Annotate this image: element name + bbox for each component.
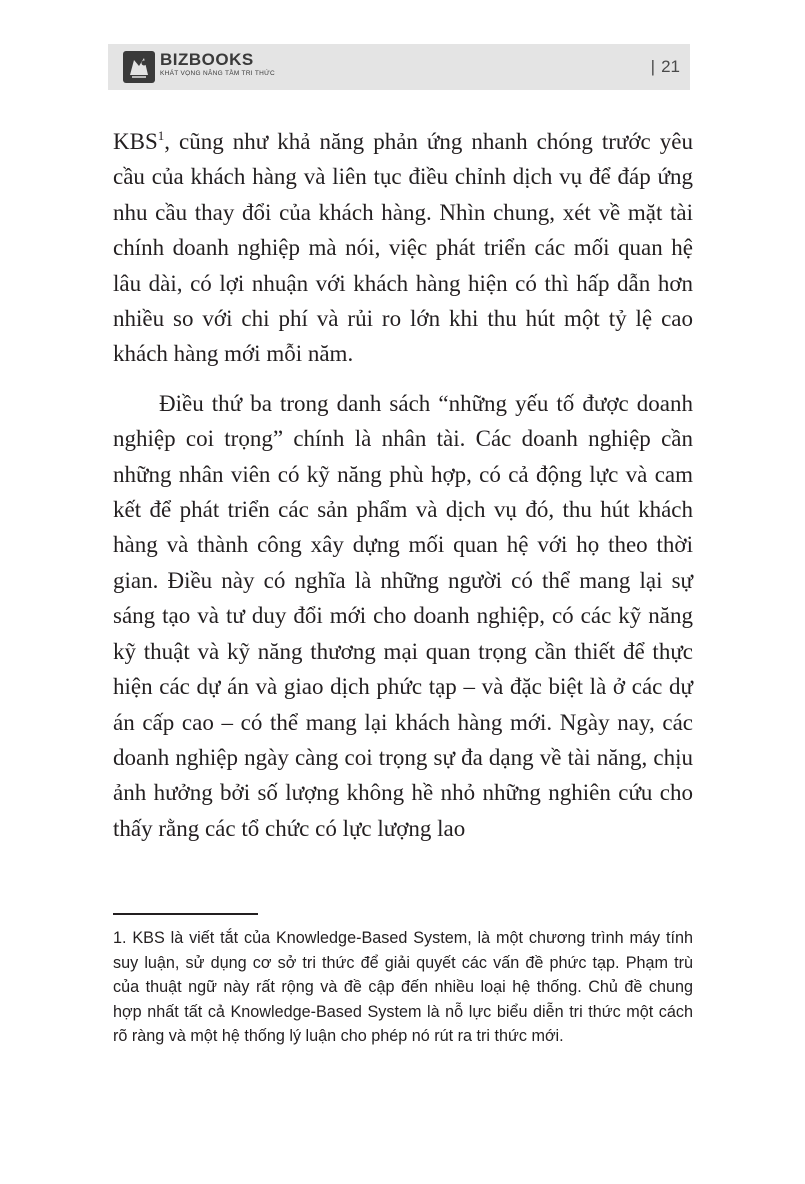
footnote-divider	[113, 913, 258, 915]
bizbooks-logo-icon	[122, 50, 156, 84]
paragraph-1-rest: , cũng như khả năng phản ứng nhanh chóng trước yêu cầu của khách hàng và liên tục điều chỉnh dịch vụ để đáp ứng nhu cầu thay đổi của khách hàng. Nhìn chung, xét về mặt tài chính doanh nghiệp mà nói, việc phát triển các mối quan hệ lâu dài, có lợi nhuận với khách hàng hiện có thì hấp dẫn hơn nhiều so với chi phí và rủi ro lớn khi thu hút một tỷ lệ cao khách hàng mới mỗi năm.	[113, 129, 693, 367]
paragraph-1-lead: KBS	[113, 129, 158, 154]
running-header	[108, 44, 690, 90]
paragraph-1	[113, 124, 693, 372]
page-number-separator: |	[650, 57, 656, 76]
page-number	[651, 56, 680, 78]
footnote-ref: 1	[157, 128, 165, 143]
footnote: 1. KBS là viết tắt của Knowledge-Based System, là một chương trình máy tính suy luận, sử dụng cơ sở tri thức để giải quyết các vấn đề phức tạp. Phạm trù của thuật ngữ này rất rộng và đề cập đến nhiều loại hệ thống. Chủ đề chung hợp nhất tất cả Knowledge-Based System là nỗ lực biểu diễn tri thức một cách rõ ràng và một hệ thống lý luận cho phép nó rút ra tri thức mới.	[113, 929, 693, 1045]
brand-tagline: KHÁT VỌNG NÂNG TẦM TRI THỨC	[160, 70, 276, 77]
paragraph-2: Điều thứ ba trong danh sách “những yếu tố được doanh nghiệp coi trọng” chính là nhân tài. Các doanh nghiệp cần những nhân viên có kỹ năng phù hợp, có cả động lực và cam kết để phát triển các sản phẩm và dịch vụ đó, thu hút khách hàng và thành công xây dựng mối quan hệ với họ theo thời gian. Điều này có nghĩa là những người có thể mang lại sự sáng tạo và tư duy đổi mới cho doanh nghiệp, có các kỹ năng kỹ thuật và kỹ năng thương mại quan trọng cần thiết để thực hiện các dự án và giao dịch phức tạp – và đặc biệt là ở các dự án cấp cao – có thể mang lại khách hàng mới. Ngày nay, các doanh nghiệp ngày càng coi trọng sự đa dạng về tài năng, chịu ảnh hưởng bởi số lượng không hề nhỏ những nghiên cứu cho thấy rằng các tổ chức có lực lượng lao	[113, 390, 693, 841]
page-number-value: 21	[661, 57, 680, 76]
brand-name: BIZBOOKS	[160, 50, 254, 69]
body-text	[113, 124, 693, 846]
